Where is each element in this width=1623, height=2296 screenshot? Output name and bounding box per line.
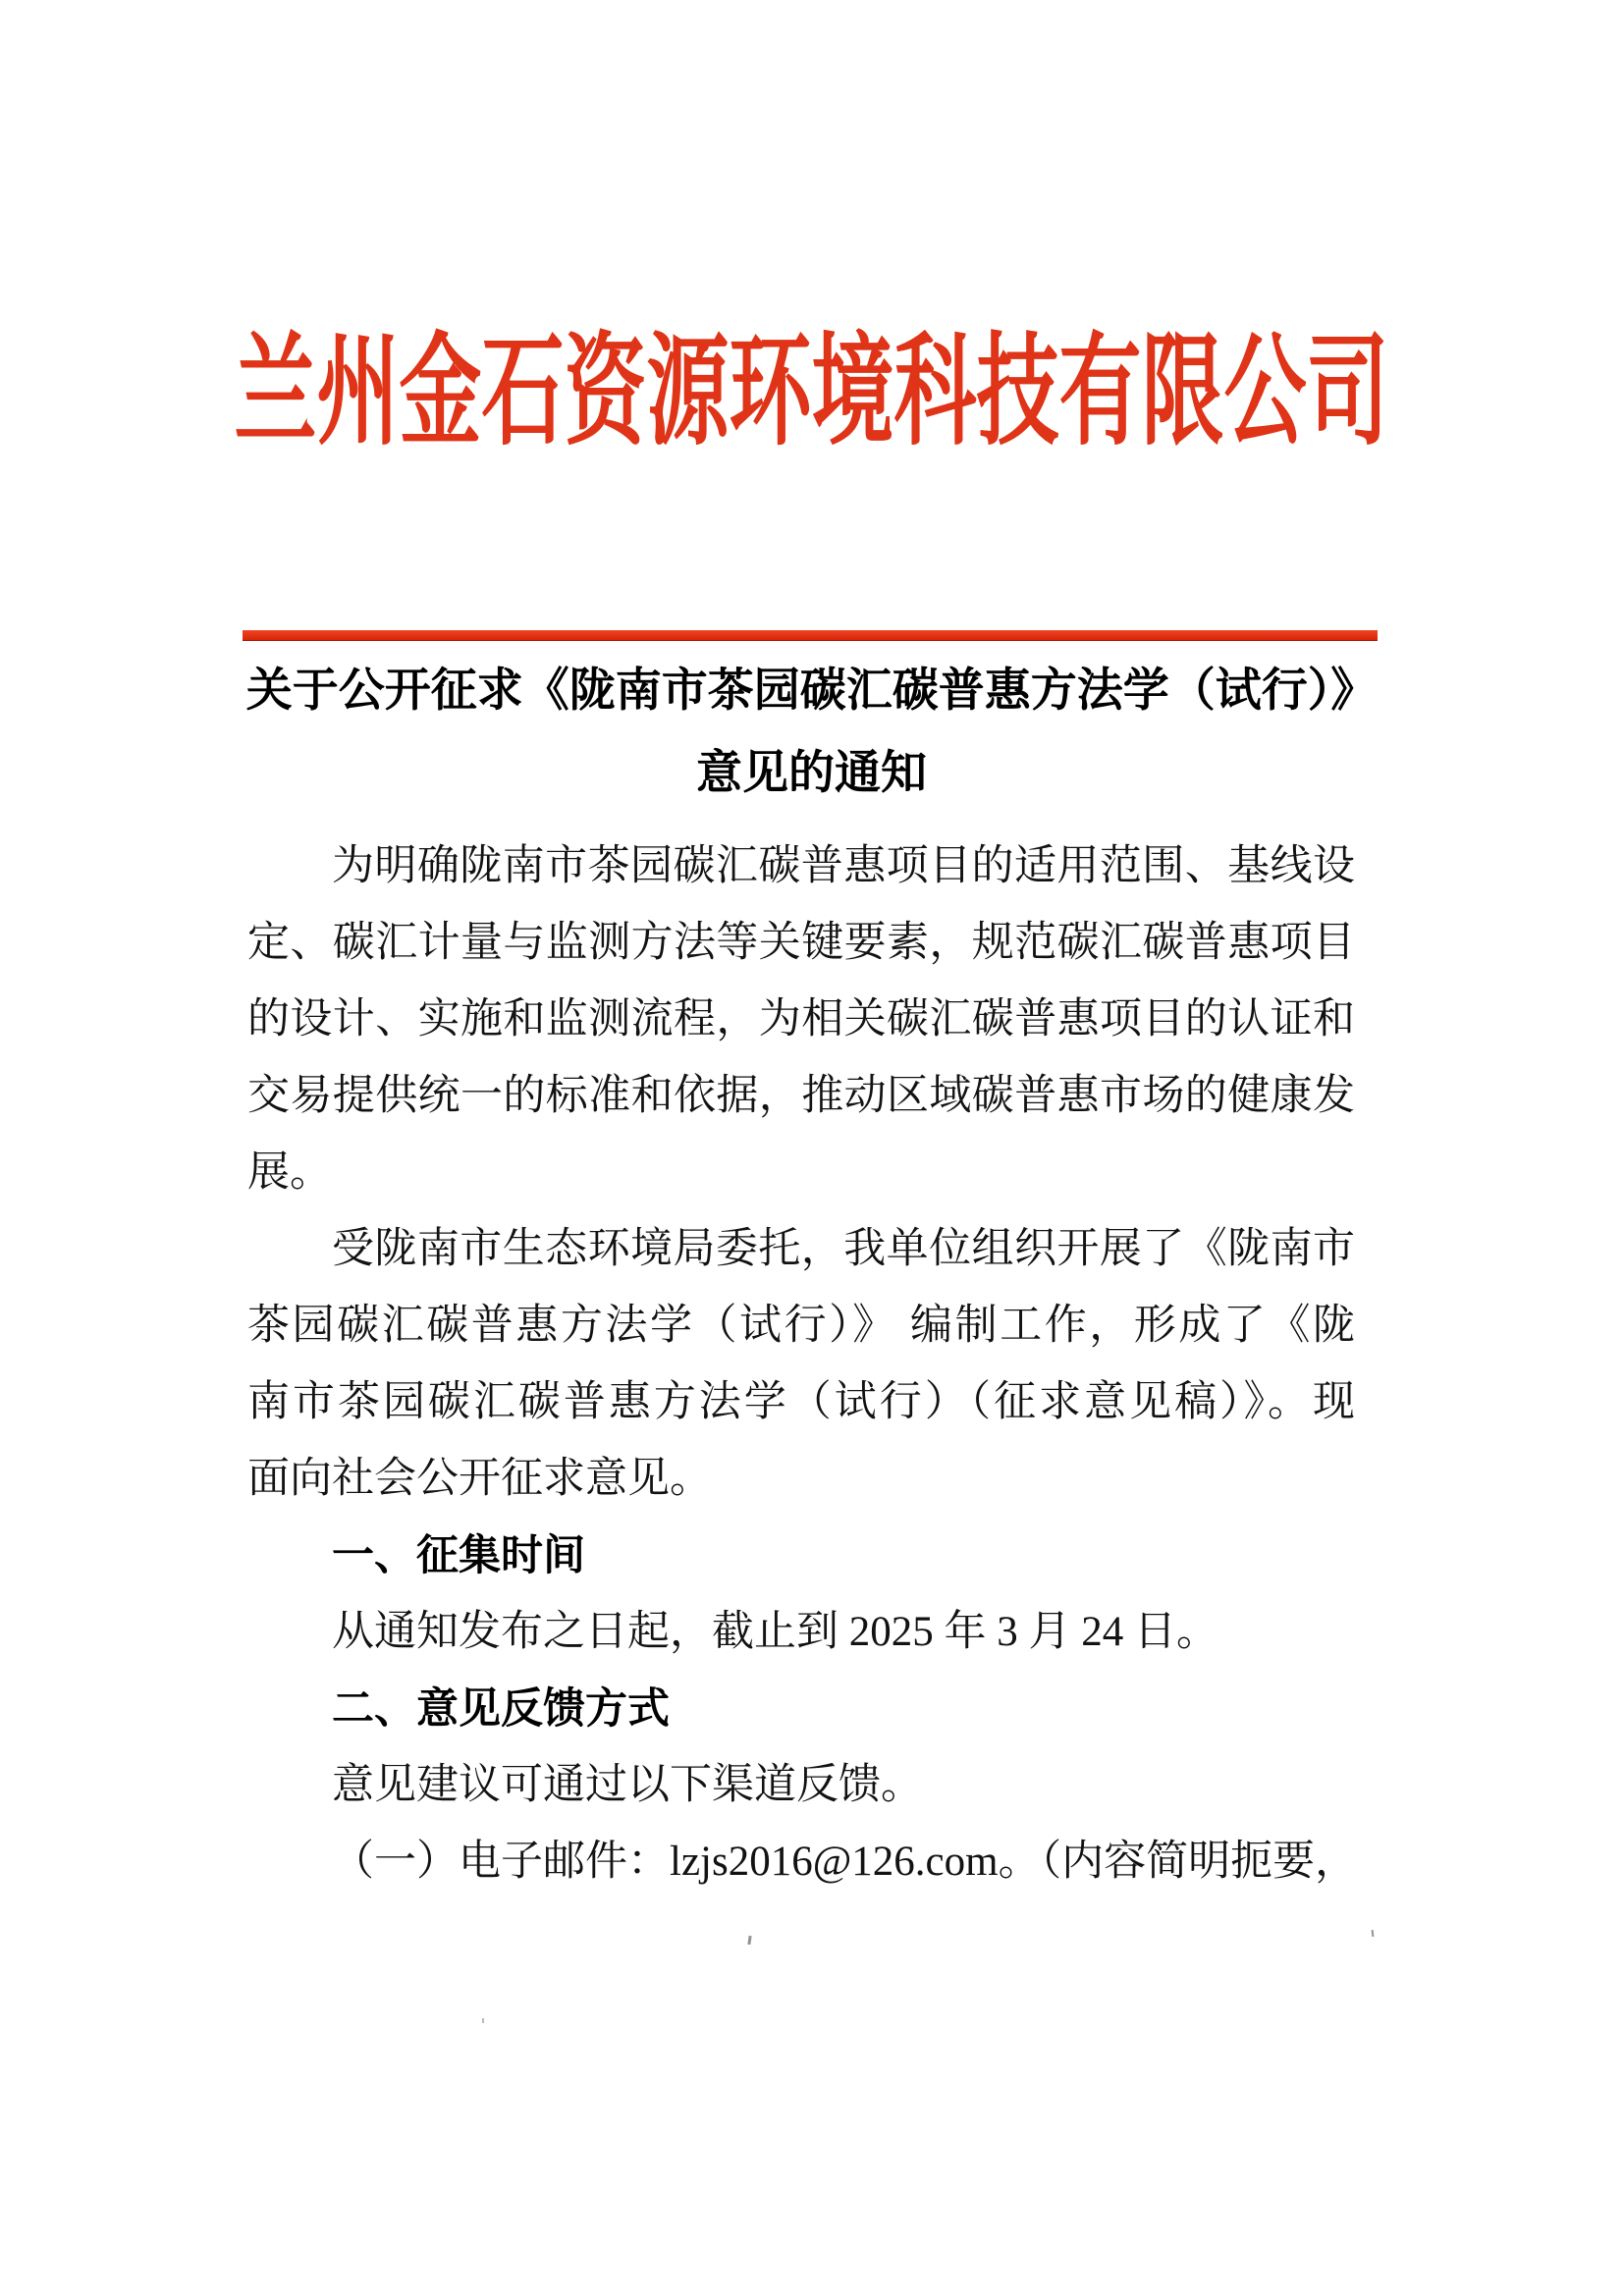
body-line: 的设计、实施和监测流程，为相关碳汇碳普惠项目的认证和 bbox=[247, 996, 1355, 1042]
document-title-line-1: 关于公开征求《陇南市茶园碳汇碳普惠方法学（试行）》 bbox=[245, 666, 1378, 717]
scan-speck bbox=[747, 1936, 751, 1945]
body-line: 定、碳汇计量与监测方法等关键要素，规范碳汇碳普惠项目 bbox=[247, 920, 1355, 966]
scan-speck bbox=[482, 2018, 484, 2023]
section-2-heading: 二、意见反馈方式 bbox=[332, 1685, 670, 1733]
section-1-heading: 一、征集时间 bbox=[332, 1532, 585, 1579]
body-line: 南市茶园碳汇碳普惠方法学（试行）（征求意见稿）》。现 bbox=[247, 1379, 1355, 1425]
document-title-line-2: 意见的通知 bbox=[696, 748, 927, 799]
red-divider-line bbox=[243, 630, 1378, 641]
body-line: 为明确陇南市茶园碳汇碳普惠项目的适用范围、基线设 bbox=[332, 843, 1355, 889]
body-line: 展。 bbox=[247, 1149, 332, 1196]
body-line: 茶园碳汇碳普惠方法学（试行）》 编制工作，形成了《陇 bbox=[247, 1303, 1355, 1349]
body-line: 面向社会公开征求意见。 bbox=[247, 1456, 712, 1502]
body-line: 交易提供统一的标准和依据，推动区域碳普惠市场的健康发 bbox=[247, 1073, 1355, 1119]
collection-deadline-line: 从通知发布之日起，截止到 2025 年 3 月 24 日。 bbox=[332, 1609, 1218, 1655]
document-body bbox=[247, 828, 1358, 1900]
body-line: 意见建议可通过以下渠道反馈。 bbox=[332, 1762, 923, 1808]
email-contact-line: （一）电子邮件：lzjs2016@126.com。（内容简明扼要， bbox=[332, 1839, 1358, 1885]
body-line: 受陇南市生态环境局委托，我单位组织开展了《陇南市 bbox=[332, 1226, 1355, 1272]
document-title bbox=[0, 650, 1623, 815]
company-letterhead: 兰州金石资源环境科技有限公司 bbox=[234, 326, 1389, 461]
scan-speck bbox=[1372, 1930, 1375, 1937]
